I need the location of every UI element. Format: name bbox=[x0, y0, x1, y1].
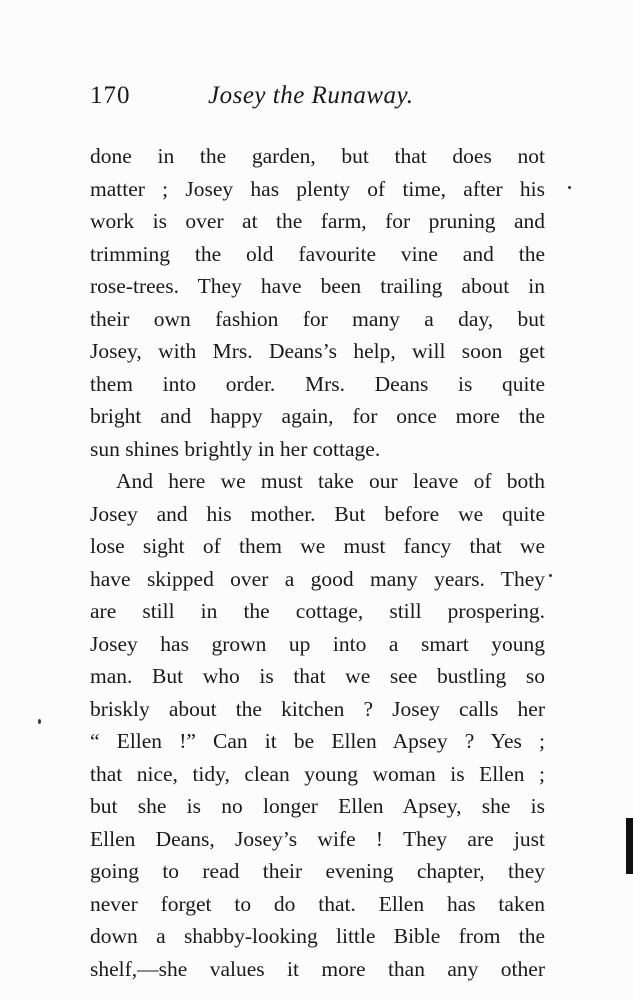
text-line: going to read their evening chapter, they bbox=[90, 859, 545, 883]
page-header bbox=[90, 82, 545, 118]
body-text bbox=[90, 140, 545, 985]
ink-speck bbox=[568, 186, 571, 189]
text-line: down a shabby-looking little Bible from the bbox=[90, 924, 545, 948]
text-line: Josey has grown up into a smart young bbox=[90, 631, 545, 656]
text-line: lose sight of them we must fancy that we bbox=[90, 534, 545, 558]
page-number: 170 bbox=[90, 82, 131, 109]
text-line: Josey, with Mrs. Deans’s help, will soon get bbox=[90, 339, 545, 363]
text-line: work is over at the farm, for pruning and bbox=[90, 209, 545, 233]
text-line: but she is no longer Ellen Apsey, she is bbox=[90, 794, 545, 818]
text-line: that nice, tidy, clean young woman is Ellen ; bbox=[90, 761, 545, 786]
scan-edge-mark bbox=[626, 818, 633, 874]
text-line: trimming the old favourite vine and the bbox=[90, 241, 545, 266]
text-line: have skipped over a good many years. They bbox=[90, 566, 545, 591]
text-line: bright and happy again, for once more the bbox=[90, 404, 545, 428]
text-line: their own fashion for many a day, but bbox=[90, 306, 545, 331]
text-line: briskly about the kitchen ? Josey calls her bbox=[90, 696, 545, 721]
text-line: Ellen Deans, Josey’s wife ! They are just bbox=[90, 826, 545, 851]
ink-speck bbox=[38, 719, 41, 724]
text-line: rose-trees. They have been trailing about in bbox=[90, 274, 545, 298]
text-line: man. But who is that we see bustling so bbox=[90, 664, 545, 688]
text-line: sun shines brightly in her cottage. bbox=[90, 436, 381, 461]
text-line: Josey and his mother. But before we quite bbox=[90, 501, 545, 526]
text-line: matter ; Josey has plenty of time, after his bbox=[90, 176, 545, 201]
text-line: them into order. Mrs. Deans is quite bbox=[90, 371, 545, 396]
text-line: shelf,—she values it more than any other bbox=[90, 956, 545, 981]
text-line: “ Ellen !” Can it be Ellen Apsey ? Yes ; bbox=[90, 729, 545, 753]
running-title: Josey the Runaway. bbox=[208, 82, 414, 109]
text-line: done in the garden, but that does not bbox=[90, 144, 545, 168]
ink-speck bbox=[549, 574, 552, 577]
text-line: And here we must take our leave of both bbox=[116, 469, 545, 493]
text-line: are still in the cottage, still prospering. bbox=[90, 599, 545, 623]
text-line: never forget to do that. Ellen has taken bbox=[90, 891, 545, 916]
